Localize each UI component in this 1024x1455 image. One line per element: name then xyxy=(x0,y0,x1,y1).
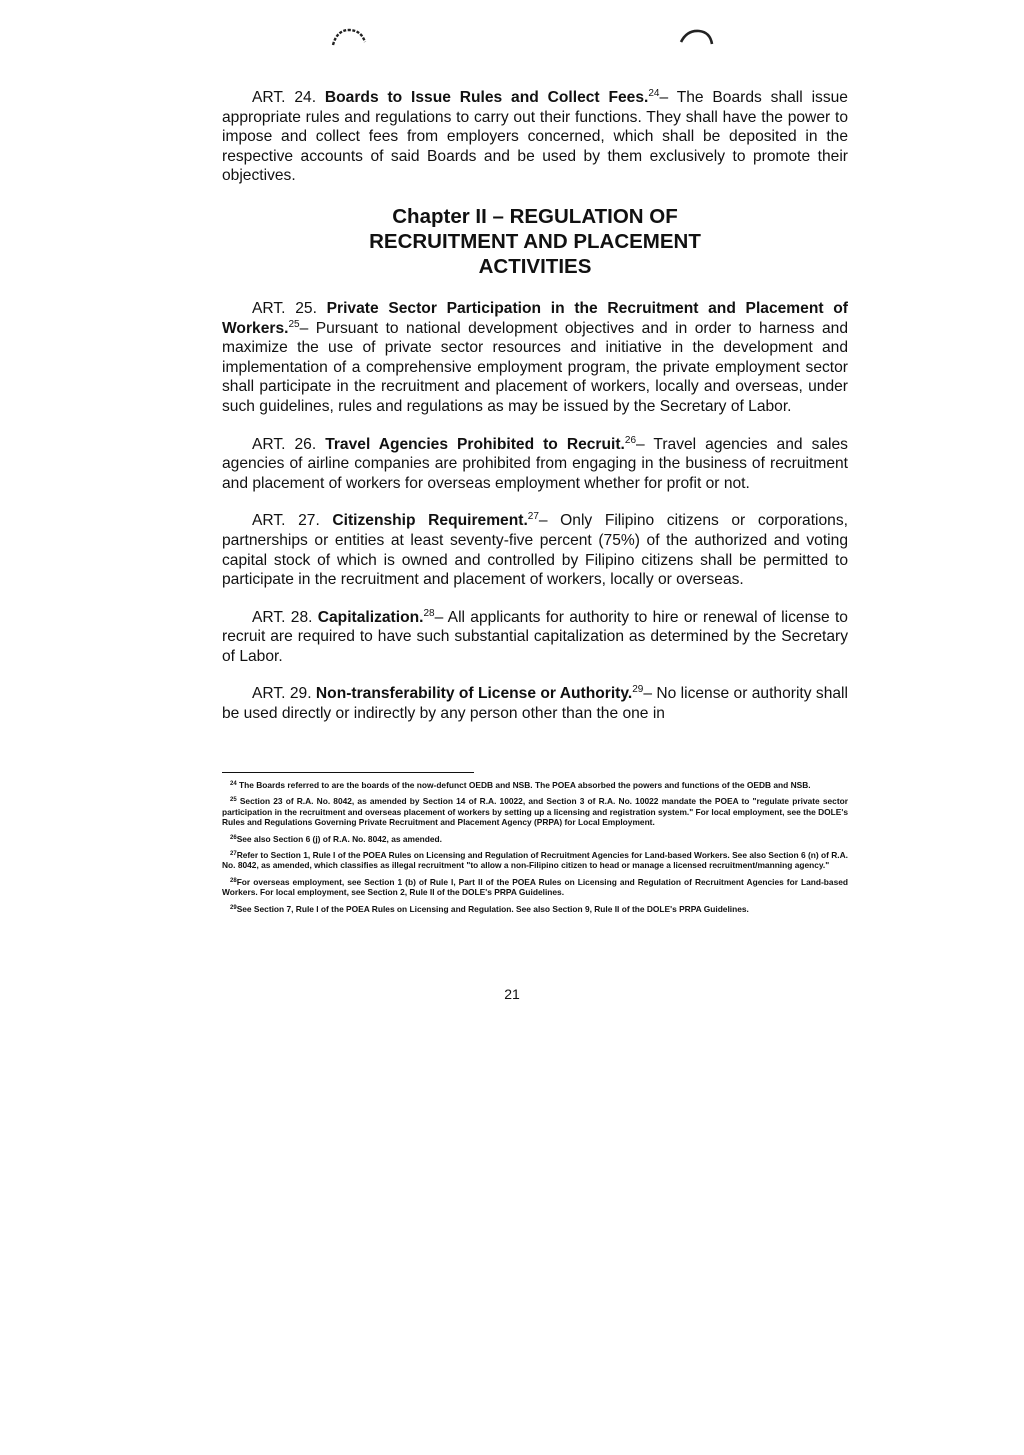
chapter-title-line: Chapter II – REGULATION OF xyxy=(392,204,678,228)
footnote-ref[interactable]: 24 xyxy=(648,88,660,99)
article-heading: Citizenship Requirement. xyxy=(332,512,528,530)
article-number: ART. 24. xyxy=(252,89,317,106)
footnote-text: For overseas employment, see Section 1 (b) of Rule I, Part II of the POEA Rules on Licensing and Regulation of Recruitment Agencies for Land-based Workers. For local employment, see Section 2, Rule II of the DOLE's PRPA Guidelines. xyxy=(222,876,848,898)
footnote-number: 25 xyxy=(230,797,237,804)
article-28 xyxy=(222,608,848,667)
footnote-number: 28 xyxy=(230,877,237,884)
chapter-title xyxy=(222,204,848,279)
footnote-ref[interactable]: 27 xyxy=(527,511,539,523)
footnote-text: Refer to Section 1, Rule I of the POEA Rules on Licensing and Regulation of Recruitment Agencies for Land-based Workers. See also Section 6 (n) of R.A. No. 8042, as amended, which classifies as illegal recruitment "to allow a non-Filipino citizen to head or manage a licensed recruitment/manning agency." xyxy=(222,850,848,871)
article-heading: Private Sector Participation in the Recruitment and Placement of Workers. xyxy=(222,299,848,337)
article-29 xyxy=(222,684,848,723)
footnote-ref[interactable]: 26 xyxy=(624,434,637,446)
chapter-title-line: RECRUITMENT AND PLACEMENT xyxy=(369,229,701,253)
footnote-text: See Section 7, Rule I of the POEA Rules on Licensing and Regulation. See also Section 9, Rule II of the DOLE's PRPA Guidelines. xyxy=(236,903,749,914)
article-24 xyxy=(222,88,848,186)
article-number: ART. 25. xyxy=(252,299,317,317)
footnote-text: The Boards referred to are the boards of the now-defunct OEDB and NSB. The POEA absorbed the powers and functions of the OEDB and NSB. xyxy=(236,780,811,790)
article-heading: Non-transferability of License or Authority. xyxy=(315,685,633,703)
article-body: – All applicants for authority to hire or renewal of license to recruit are required to have such substantial capitalization as determined by the Secretary of Labor. xyxy=(222,608,848,665)
chapter-title-line: ACTIVITIES xyxy=(478,254,592,278)
binder-hole-left-icon xyxy=(331,28,367,46)
article-27 xyxy=(222,511,848,589)
footnote-24 xyxy=(222,780,848,790)
footnote-text: See also Section 6 (j) of R.A. No. 8042, as amended. xyxy=(236,833,442,844)
footnote-ref[interactable]: 28 xyxy=(423,607,435,619)
footnote-27 xyxy=(222,850,848,871)
footnote-25 xyxy=(222,796,848,827)
binder-hole-right-icon xyxy=(679,28,715,46)
article-heading: Boards to Issue Rules and Collect Fees. xyxy=(324,89,649,106)
article-number: ART. 29. xyxy=(252,685,312,703)
footnote-26 xyxy=(222,834,848,844)
footnote-text: Section 23 of R.A. No. 8042, as amended by Section 14 of R.A. 10022, and Section 3 of R.A. No. 10022 mandate the POEA to "regulate private sector participation in the recruitment and overseas placement of workers by setting up a licensing and registration system." For local employment, see the DOLE's Rules and Regulations Governing Private Recruitment and Placement Agency (PRPA) for Local Employment. xyxy=(222,796,848,828)
article-body: – No license or authority shall be used directly or indirectly by any person other than the one in xyxy=(222,685,848,723)
footnote-29 xyxy=(222,904,848,914)
article-number: ART. 28. xyxy=(252,608,313,626)
footnote-number: 24 xyxy=(230,781,237,787)
article-body: – The Boards shall issue appropriate rules and regulations to carry out their functions. They shall have the power to impose and collect fees from employers concerned, which shall be deposited in the respective accounts of said Boards and be used by them exclusively to promote their objectives. xyxy=(222,89,848,185)
footnotes xyxy=(222,780,848,920)
page-body xyxy=(222,88,848,742)
footnote-number: 27 xyxy=(230,851,237,858)
article-number: ART. 26. xyxy=(252,435,317,453)
footnote-ref[interactable]: 29 xyxy=(632,684,644,696)
article-25 xyxy=(222,299,848,417)
footnote-ref[interactable]: 25 xyxy=(288,318,300,330)
page-number: 21 xyxy=(504,986,520,1002)
footnote-number: 29 xyxy=(230,904,237,911)
article-body: – Pursuant to national development objectives and in order to harness and maximize the use of private sector resources and initiative in the development and implementation of a comprehensive employment program, the private employment sector shall participate in the recruitment and placement of workers, locally and overseas, under such guidelines, rules and regulations as may be issued by the Secretary of Labor. xyxy=(222,319,848,415)
footnote-divider xyxy=(222,772,474,773)
article-26 xyxy=(222,435,848,494)
article-heading: Capitalization. xyxy=(317,608,424,626)
footnote-number: 26 xyxy=(230,834,237,841)
footnote-28 xyxy=(222,877,848,898)
article-body: – Travel agencies and sales agencies of airline companies are prohibited from engaging in the business of recruitment and placement of workers for overseas employment whether for profit or not. xyxy=(222,435,848,492)
article-heading: Travel Agencies Prohibited to Recruit. xyxy=(325,435,625,453)
article-body: – Only Filipino citizens or corporations, partnerships or entities at least seventy-five percent (75%) of the authorized and voting capital stock of which is owned and controlled by Filipino citizens shall be permitted to participate in the recruitment and placement of workers, locally or overseas. xyxy=(222,512,848,589)
article-number: ART. 27. xyxy=(252,512,320,530)
